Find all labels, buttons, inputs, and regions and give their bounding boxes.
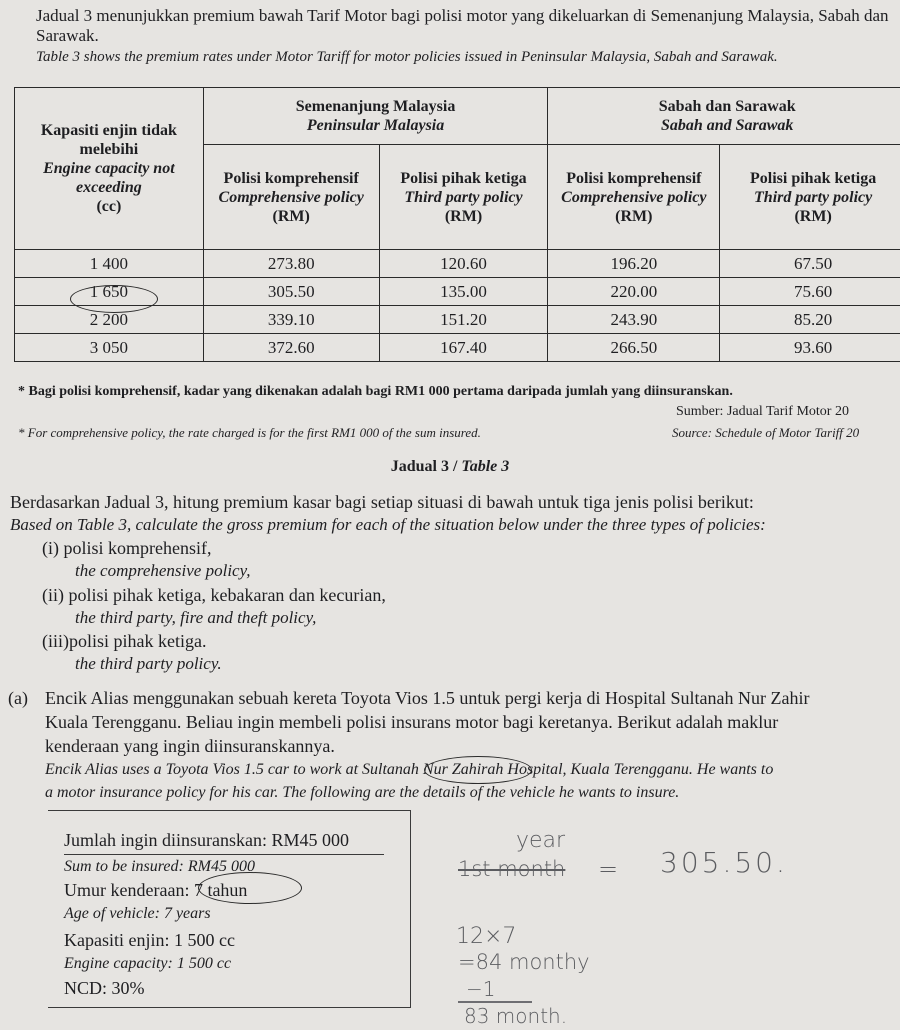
detail-sum-insured: Jumlah ingin diinsuranskan: RM45 000 [64, 830, 349, 850]
handwriting-amount: 305.50. [660, 846, 788, 879]
footnote-english: * For comprehensive policy, the rate charged is for the first RM1 000 of the sum insured. [18, 425, 481, 440]
col-header-pen-comprehensive: Polisi komprehensif Comprehensive policy (RM) [203, 145, 379, 250]
policy-item-2-en: the third party, fire and theft policy, [75, 608, 317, 627]
table-row [15, 250, 900, 278]
question-a-ms-line2: Kuala Terengganu. Beliau ingin membeli polisi insurans motor bagi keretanya. Berikut adalah maklur [45, 712, 779, 732]
question-a-en-line2: a motor insurance policy for his car. The following are the details of the vehicle he wants to insure. [45, 784, 680, 801]
hand-drawn-circle [198, 872, 302, 904]
cell-ss-comp: 220.00 [548, 278, 720, 306]
cell-capacity: 2 200 [15, 306, 204, 334]
handwriting-calc-1: 12×7 [456, 924, 517, 949]
detail-engine-capacity: Kapasiti enjin: 1 500 cc [64, 930, 235, 950]
policy-item-1: (i) polisi komprehensif, [42, 538, 212, 558]
cell-pen-comp: 273.80 [203, 250, 379, 278]
col-header-ss-thirdparty: Polisi pihak ketiga Third party policy (RM) [720, 145, 900, 250]
table-caption: Jadual 3 / Table 3 [390, 458, 510, 475]
handwriting-calc-3: −1 [466, 977, 496, 1001]
col-header-ss-comprehensive: Polisi komprehensif Comprehensive policy (RM) [548, 145, 720, 250]
question-a-ms-line3: kenderaan yang ingin diinsuranskannya. [45, 736, 335, 756]
policy-item-1-en: the comprehensive policy, [75, 561, 251, 580]
cell-pen-tp: 167.40 [379, 334, 548, 362]
detail-vehicle-age-en: Age of vehicle: 7 years [64, 905, 211, 922]
policy-item-3-en: the third party policy. [75, 654, 222, 673]
region-header-peninsular: Semenanjung Malaysia Peninsular Malaysia [203, 88, 548, 145]
cell-pen-comp: 339.10 [203, 306, 379, 334]
cell-capacity: 1 650 [15, 278, 204, 306]
cell-ss-comp: 243.90 [548, 306, 720, 334]
cell-pen-tp: 120.60 [379, 250, 548, 278]
source-english: Source: Schedule of Motor Tariff 20 [672, 425, 860, 440]
table-row [15, 334, 900, 362]
cell-capacity: 3 050 [15, 334, 204, 362]
handwriting-year: year [516, 828, 566, 853]
cell-pen-tp: 151.20 [379, 306, 548, 334]
capacity-header: Kapasiti enjin tidak melebihi Engine capacity not exceeding (cc) [15, 88, 204, 250]
cell-ss-comp: 266.50 [548, 334, 720, 362]
policy-item-2: (ii) polisi pihak ketiga, kebakaran dan kecurian, [42, 585, 386, 605]
detail-ncd: NCD: 30% [64, 978, 145, 998]
question-a-ms-line1: Encik Alias menggunakan sebuah kereta Toyota Vios 1.5 untuk pergi kerja di Hospital Sultanah Nur Zahir [45, 688, 810, 708]
source-malay: Sumber: Jadual Tarif Motor 20 [676, 404, 849, 419]
question-a-en-line1: Encik Alias uses a Toyota Vios 1.5 car to work at Sultanah Nur Zahirah Hospital, Kuala Terengganu. He wants to [45, 761, 774, 778]
handwriting-first-month: 1st month [458, 857, 566, 881]
handwriting-underline [458, 1001, 532, 1003]
cell-pen-tp: 135.00 [379, 278, 548, 306]
handwriting-calc-4: 83 month. [464, 1004, 568, 1028]
cell-pen-comp: 305.50 [203, 278, 379, 306]
table-row [15, 306, 900, 334]
handwriting-calc-2: =84 monthy [458, 950, 590, 974]
hand-drawn-circle [70, 285, 158, 313]
cell-ss-tp: 93.60 [720, 334, 900, 362]
question-a-label: (a) [8, 688, 28, 708]
detail-sum-insured-en: Sum to be insured: RM45 000 [64, 858, 255, 875]
policy-item-3: (iii)polisi pihak ketiga. [42, 631, 207, 651]
tariff-table [14, 87, 900, 362]
footnote-malay: * Bagi polisi komprehensif, kadar yang dikenakan adalah bagi RM1 000 pertama daripada jumlah yang diinsuranskan. [18, 384, 733, 399]
cell-ss-tp: 75.60 [720, 278, 900, 306]
col-header-pen-thirdparty: Polisi pihak ketiga Third party policy (RM) [379, 145, 548, 250]
cell-capacity: 1 400 [15, 250, 204, 278]
divider [64, 854, 384, 855]
detail-vehicle-age: Umur kenderaan: 7 tahun [64, 880, 248, 900]
instruction-english: Based on Table 3, calculate the gross premium for each of the situation below under the three types of policies: [10, 515, 766, 534]
cell-pen-comp: 372.60 [203, 334, 379, 362]
intro-malay: Jadual 3 menunjukkan premium bawah Tarif Motor bagi polisi motor yang dikeluarkan di Semenanjung Malaysia, Sabah dan Sarawak. [36, 6, 889, 45]
cell-ss-comp: 196.20 [548, 250, 720, 278]
detail-engine-capacity-en: Engine capacity: 1 500 cc [64, 955, 232, 972]
hand-drawn-circle [424, 756, 532, 784]
intro-english: Table 3 shows the premium rates under Motor Tariff for motor policies issued in Peninsular Malaysia, Sabah and Sarawak. [36, 49, 778, 65]
region-header-sabah-sarawak: Sabah dan Sarawak Sabah and Sarawak [548, 88, 900, 145]
handwriting-equals: = [598, 855, 619, 883]
cell-ss-tp: 85.20 [720, 306, 900, 334]
instruction-malay: Berdasarkan Jadual 3, hitung premium kasar bagi setiap situasi di bawah untuk tiga jenis polisi berikut: [10, 492, 754, 512]
cell-ss-tp: 67.50 [720, 250, 900, 278]
